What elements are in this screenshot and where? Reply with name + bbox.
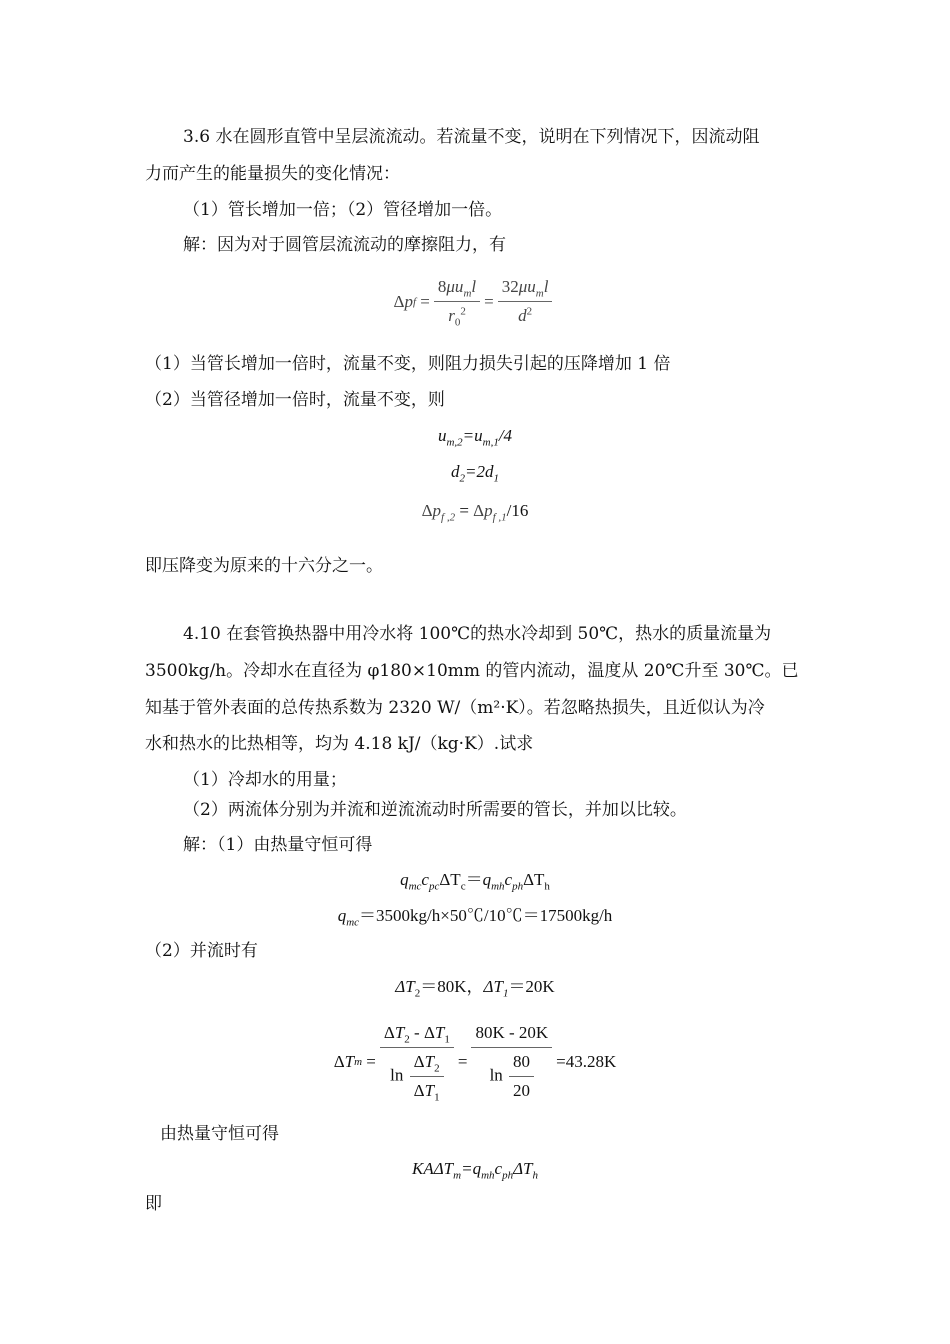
pressure-drop-equation-tail: /16 xyxy=(506,501,529,520)
cooling-water-flow-value: ＝3500kg/h×50℃/10℃＝17500kg/h xyxy=(359,906,613,925)
lmtd-numerator: 80K - 20K xyxy=(471,1022,552,1048)
problem-4-10-question-2: （2）两流体分别为并流和逆流流动时所需要的管长，并加以比较。 xyxy=(183,800,687,820)
pressure-drop-equation: $\Delta p_{f ,2} = \Delta p_{f ,1}/16$ xyxy=(421,501,529,524)
friction-formula: Δ p f = $\frac{8\mu u_ml}{r_0^2}$ = $\frac{32\mu u_ml}{d^2}$ xyxy=(0,276,950,327)
problem-3-6-result-1: （1）当管长增加一倍时，流量不变，则阻力损失引起的压降增加 1 倍 xyxy=(145,354,671,374)
problem-4-10-line-2: 3500kg/h。冷却水在直径为 φ180×10mm 的管内流动，温度从 20℃升至 30℃。已 xyxy=(145,661,799,681)
problem-3-6-line-1: 3.6 水在圆形直管中呈层流流动。若流量不变，说明在下列情况下，因流动阻 xyxy=(183,127,760,147)
lmtd-ln-denominator: 20 xyxy=(513,1081,531,1100)
velocity-equation: $u_{m,2}=u_{m,1}/4$ xyxy=(437,426,513,449)
cooling-water-flow-equation: $q_{mc}=3500kg/h\times 50℃/10℃=17500kg/h$ xyxy=(337,906,613,929)
energy-balance-equation: $KA\Delta T_m=q_{mh}c_{ph}\Delta T_h$ xyxy=(411,1159,539,1182)
dt1-value: ＝20K xyxy=(508,977,555,996)
problem-3-6-solution-intro: 解：因为对于圆管层流流动的摩擦阻力，有 xyxy=(183,235,506,255)
lmtd-ln-numerator: 80 xyxy=(509,1051,534,1077)
energy-balance-text: 由热量守恒可得 xyxy=(160,1124,279,1144)
problem-4-10-solution-2: （2）并流时有 xyxy=(145,941,258,961)
lmtd-formula: Δ T m = $\Delta T_2 - \Delta T_1$ ln $\frac{\Delta T_2}{\Delta T_1}$ = 80K - 20K ln $\frac{80}{20}$ =43.28K xyxy=(333,1023,617,1104)
problem-4-10-line-4: 水和热水的比热相等，均为 4.18 kJ/（kg·K）.试求 xyxy=(145,734,534,754)
dt2-value: ＝80K， xyxy=(420,977,484,996)
heat-balance-equation: $q_{mc}c_{pc}\Delta T_c=q_{mh}c_{ph}\Delta T_h$ xyxy=(400,870,550,893)
velocity-equation-tail: /4 xyxy=(498,426,513,445)
temperature-difference-equation: $\Delta T_2=80K$，$\Delta T_1=20K$ xyxy=(395,977,555,1000)
problem-3-6-result-2: （2）当管径增加一倍时，流量不变，则 xyxy=(145,390,445,410)
problem-4-10-line-3: 知基于管外表面的总传热系数为 2320 W/（m²·K）。若忽略热损失，且近似认为冷 xyxy=(145,698,765,718)
problem-3-6-cases: （1）管长增加一倍；（2）管径增加一倍。 xyxy=(183,200,503,220)
diameter-equation: $d_2=2d_1$ xyxy=(451,462,499,485)
problem-4-10-line-1: 4.10 在套管换热器中用冷水将 100℃的热水冷却到 50℃，热水的质量流量为 xyxy=(183,624,772,644)
problem-4-10-question-1: （1）冷却水的用量； xyxy=(183,770,347,790)
problem-3-6-conclusion: 即压降变为原来的十六分之一。 xyxy=(145,556,383,576)
problem-4-10-solution-1: 解：（1）由热量守恒可得 xyxy=(183,835,373,855)
lmtd-result: =43.28K xyxy=(556,1052,617,1071)
final-text: 即 xyxy=(145,1194,162,1214)
diameter-equation-tail: =2 xyxy=(465,462,485,481)
problem-3-6-line-2: 力而产生的能量损失的变化情况： xyxy=(145,164,400,184)
